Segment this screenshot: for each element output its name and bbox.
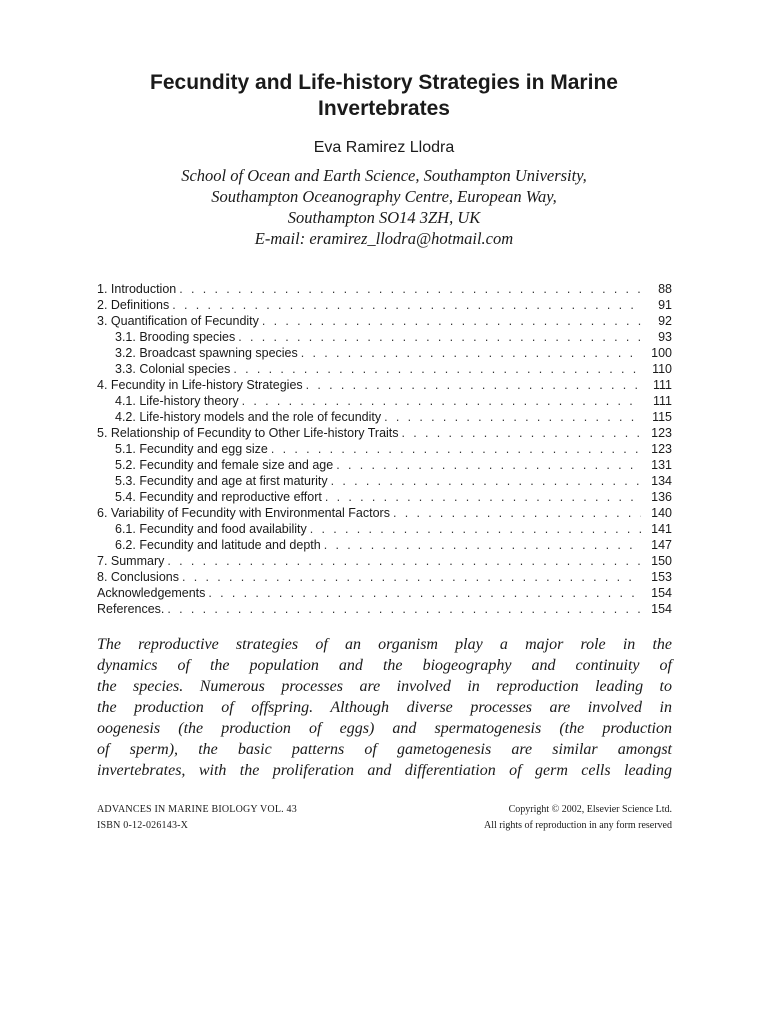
toc-leader-dots: [336, 457, 641, 473]
toc-entry-label: 6.2. Fecundity and latitude and depth: [115, 538, 321, 552]
affiliation-email: E-mail: eramirez_llodra@hotmail.com: [254, 229, 514, 248]
toc-entry-page: 147: [651, 538, 672, 552]
toc-entry-page: 154: [651, 602, 672, 616]
toc-entry: [97, 329, 672, 345]
toc-entry: [97, 281, 672, 297]
title-line: Invertebrates: [318, 97, 450, 120]
toc-entry: [97, 473, 672, 489]
toc-entry-label: 8. Conclusions: [97, 570, 179, 584]
toc-entry-page: 93: [658, 330, 672, 344]
toc-leader-dots: [208, 585, 641, 601]
toc-entry: [97, 393, 672, 409]
toc-entry-label: 4.1. Life-history theory: [115, 394, 239, 408]
toc-entry-page: 153: [651, 570, 672, 584]
copyright-notice: Copyright © 2002, Elsevier Science Ltd.: [508, 804, 672, 815]
toc-entry-page: 141: [651, 522, 672, 536]
toc-entry-label: 5.1. Fecundity and egg size: [115, 442, 268, 456]
abstract-line: The reproductive strategies of an organism play a major role in the: [97, 636, 672, 653]
toc-entry-label: Acknowledgements: [97, 586, 206, 600]
toc-entry-label: 2. Definitions: [97, 298, 170, 312]
toc-entry: [97, 553, 672, 569]
abstract-line: oogenesis (the production of eggs) and spermatogenesis (the production: [97, 720, 672, 737]
abstract-line: dynamics of the population and the biogeography and continuity of: [97, 657, 672, 674]
toc-entry-label: 3. Quantification of Fecundity: [97, 314, 259, 328]
toc-entry-label: References.: [97, 602, 165, 616]
footer-copyright: [484, 802, 672, 834]
toc-leader-dots: [238, 329, 641, 345]
affiliation-line: Southampton Oceanography Centre, European Way,: [211, 187, 557, 206]
toc-entry-label: 6.1. Fecundity and food availability: [115, 522, 307, 536]
toc-entry: [97, 297, 672, 313]
toc-entry: [97, 425, 672, 441]
toc-leader-dots: [331, 473, 641, 489]
toc-leader-dots: [306, 377, 641, 393]
toc-entry: [97, 489, 672, 505]
toc-entry-label: 3.3. Colonial species: [115, 362, 231, 376]
toc-leader-dots: [172, 297, 641, 313]
toc-entry-page: 115: [652, 410, 672, 424]
toc-entry-label: 7. Summary: [97, 554, 165, 568]
toc-leader-dots: [233, 361, 641, 377]
abstract-line: of sperm), the basic patterns of gametogenesis are similar amongst: [97, 741, 672, 758]
footer-series-info: [97, 802, 297, 834]
toc-entry-page: 136: [651, 490, 672, 504]
toc-entry-page: 100: [651, 346, 672, 360]
toc-leader-dots: [324, 537, 641, 553]
toc-entry-label: 5. Relationship of Fecundity to Other Life-history Traits: [97, 426, 399, 440]
table-of-contents: [97, 281, 672, 617]
toc-entry: [97, 585, 672, 601]
toc-entry: [97, 441, 672, 457]
toc-leader-dots: [384, 409, 641, 425]
toc-entry-label: 4.2. Life-history models and the role of fecundity: [115, 410, 382, 424]
toc-leader-dots: [179, 281, 641, 297]
toc-entry-label: 5.2. Fecundity and female size and age: [115, 458, 334, 472]
toc-leader-dots: [402, 425, 641, 441]
abstract-line: the production of offspring. Although diverse processes are involved in: [97, 699, 672, 716]
toc-entry-label: 6. Variability of Fecundity with Environmental Factors: [97, 506, 390, 520]
toc-leader-dots: [271, 441, 641, 457]
toc-entry-page: 131: [651, 458, 672, 472]
abstract-line: invertebrates, with the proliferation and differentiation of germ cells leading: [97, 762, 672, 779]
affiliation-line: School of Ocean and Earth Science, Southampton University,: [181, 166, 587, 185]
toc-entry-page: 123: [651, 426, 672, 440]
toc-entry-label: 3.1. Brooding species: [115, 330, 236, 344]
toc-leader-dots: [167, 553, 641, 569]
toc-entry-page: 111: [652, 378, 672, 392]
toc-entry: [97, 457, 672, 473]
toc-entry-page: 154: [651, 586, 672, 600]
toc-entry-label: 5.3. Fecundity and age at first maturity: [115, 474, 328, 488]
toc-entry-label: 1. Introduction: [97, 282, 177, 296]
toc-entry: [97, 409, 672, 425]
author-name: Eva Ramirez Llodra: [313, 139, 455, 156]
toc-entry: [97, 537, 672, 553]
series-volume: ADVANCES IN MARINE BIOLOGY VOL. 43: [97, 804, 297, 815]
toc-leader-dots: [167, 601, 641, 617]
toc-leader-dots: [182, 569, 641, 585]
toc-leader-dots: [242, 393, 641, 409]
toc-entry-page: 140: [651, 506, 672, 520]
toc-entry: [97, 345, 672, 361]
toc-entry: [97, 313, 672, 329]
toc-entry: [97, 361, 672, 377]
toc-leader-dots: [262, 313, 641, 329]
affiliation: [0, 165, 768, 249]
toc-entry: [97, 601, 672, 617]
toc-entry-page: 111: [652, 394, 672, 408]
toc-leader-dots: [393, 505, 641, 521]
abstract: [97, 634, 672, 781]
toc-entry: [97, 505, 672, 521]
isbn: ISBN 0-12-026143-X: [97, 820, 189, 831]
paper-title: [0, 70, 768, 122]
rights-notice: All rights of reproduction in any form reserved: [483, 820, 672, 831]
toc-entry-label: 3.2. Broadcast spawning species: [115, 346, 298, 360]
toc-entry-page: 123: [651, 442, 672, 456]
toc-entry-page: 150: [651, 554, 672, 568]
toc-entry-page: 110: [652, 362, 672, 376]
abstract-line: the species. Numerous processes are involved in reproduction leading to: [97, 678, 672, 695]
toc-leader-dots: [325, 489, 641, 505]
toc-entry-page: 134: [651, 474, 672, 488]
affiliation-line: Southampton SO14 3ZH, UK: [287, 208, 481, 227]
toc-entry: [97, 377, 672, 393]
toc-entry-page: 88: [658, 282, 672, 296]
toc-entry-page: 92: [658, 314, 672, 328]
toc-leader-dots: [301, 345, 641, 361]
toc-entry: [97, 521, 672, 537]
toc-entry-label: 4. Fecundity in Life-history Strategies: [97, 378, 303, 392]
title-line: Fecundity and Life-history Strategies in Marine: [150, 71, 618, 94]
toc-entry-label: 5.4. Fecundity and reproductive effort: [115, 490, 322, 504]
toc-entry: [97, 569, 672, 585]
toc-entry-page: 91: [658, 298, 672, 312]
toc-leader-dots: [310, 521, 641, 537]
